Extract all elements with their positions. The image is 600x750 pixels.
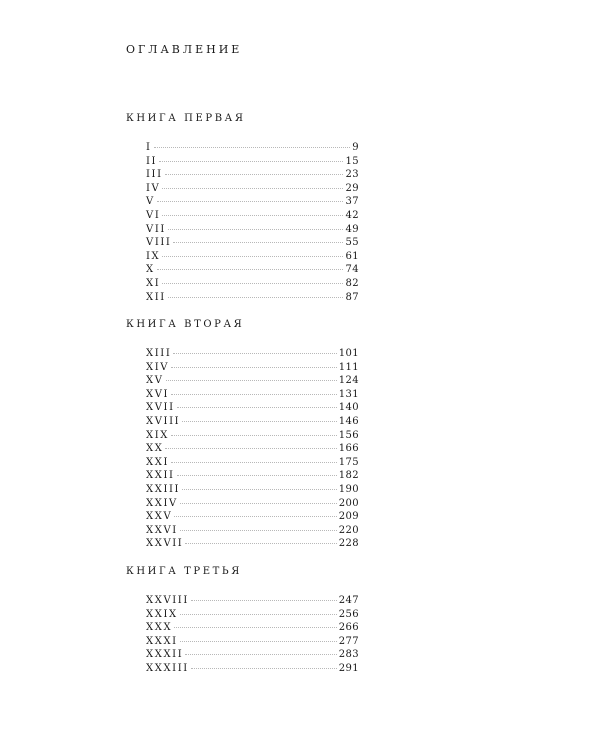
page-number: 166 [338, 443, 359, 455]
page-number: 247 [338, 595, 359, 606]
page-number: 15 [345, 155, 359, 167]
book-heading: КНИГА ПЕРВАЯ [126, 113, 246, 124]
dot-leader [173, 353, 336, 354]
book-section [126, 319, 366, 551]
toc-entry[interactable] [146, 429, 359, 443]
dot-leader [185, 654, 336, 655]
chapter-numeral: XIV [146, 361, 170, 373]
dot-leader [191, 668, 337, 669]
chapter-list [146, 141, 359, 304]
page-number: 156 [338, 429, 359, 441]
toc-entry[interactable] [146, 524, 359, 538]
chapter-numeral: XX [146, 443, 164, 455]
page-number: 209 [338, 511, 359, 523]
page-number: 228 [338, 538, 359, 550]
toc-entry[interactable] [146, 291, 359, 305]
toc-entry[interactable] [146, 209, 359, 223]
page-number: 37 [345, 196, 359, 208]
toc-entry[interactable] [146, 415, 359, 429]
page-number: 200 [338, 497, 359, 509]
chapter-numeral: XXVIII [146, 595, 189, 606]
chapter-numeral: XXXIII [146, 662, 189, 674]
chapter-numeral: XII [146, 291, 166, 303]
dot-leader [166, 380, 337, 381]
chapter-numeral: V [146, 196, 155, 208]
page-number: 277 [338, 635, 359, 647]
chapter-numeral: XIX [146, 429, 169, 441]
page-number: 49 [345, 223, 359, 235]
page-number: 291 [338, 662, 359, 674]
chapter-numeral: IV [146, 182, 161, 194]
toc-entry[interactable] [146, 168, 359, 182]
page-number: 256 [338, 608, 359, 620]
dot-leader [180, 614, 337, 615]
chapter-numeral: XXXII [146, 649, 184, 661]
page-number: 131 [338, 388, 359, 400]
dot-leader [159, 161, 343, 162]
chapter-numeral: XXV [146, 511, 173, 523]
chapter-numeral: XXVI [146, 524, 178, 536]
dot-leader [165, 174, 344, 175]
toc-entry[interactable] [146, 401, 359, 415]
dot-leader [171, 462, 337, 463]
page-number: 87 [345, 291, 359, 303]
toc-entry[interactable] [146, 621, 359, 635]
chapter-list [146, 347, 359, 551]
dot-leader [154, 147, 351, 148]
dot-leader [171, 394, 337, 395]
page-number: 42 [345, 209, 359, 221]
dot-leader [162, 283, 343, 284]
page-number: 29 [345, 182, 359, 194]
dot-leader [191, 600, 337, 601]
toc-entry[interactable] [146, 483, 359, 497]
page-number: 55 [345, 237, 359, 249]
page-number: 146 [338, 415, 359, 427]
toc-entry[interactable] [146, 648, 359, 662]
page-number: 175 [338, 456, 359, 468]
dot-leader [165, 448, 336, 449]
dot-leader [162, 188, 343, 189]
chapter-numeral: XV [146, 375, 164, 387]
book-section [126, 566, 366, 676]
page-number: 182 [338, 470, 359, 482]
page-number: 140 [338, 402, 359, 414]
toc-entry[interactable] [146, 635, 359, 649]
dot-leader [180, 503, 337, 504]
chapter-numeral: I [146, 142, 152, 153]
chapter-numeral: II [146, 155, 158, 167]
chapter-numeral: XVII [146, 402, 175, 414]
chapter-numeral: X [146, 264, 155, 276]
dot-leader [171, 435, 337, 436]
chapter-numeral: VII [146, 223, 166, 235]
dot-leader [185, 543, 336, 544]
chapter-numeral: XXIV [146, 497, 178, 509]
toc-entry[interactable] [146, 594, 359, 608]
toc-entry[interactable] [146, 250, 359, 264]
page-number: 23 [345, 169, 359, 181]
toc-entry[interactable] [146, 537, 359, 551]
chapter-numeral: XI [146, 277, 161, 289]
chapter-numeral: XXII [146, 470, 175, 482]
page-number: 283 [338, 649, 359, 661]
toc-entry[interactable] [146, 469, 359, 483]
chapter-numeral: XXIII [146, 483, 181, 495]
toc-entry[interactable] [146, 223, 359, 237]
dot-leader [177, 475, 337, 476]
dot-leader [162, 256, 343, 257]
toc-entry[interactable] [146, 497, 359, 511]
toc-entry[interactable] [146, 141, 359, 155]
book-heading: КНИГА ТРЕТЬЯ [126, 566, 242, 577]
dot-leader [180, 530, 337, 531]
dot-leader [180, 641, 337, 642]
chapter-list [146, 594, 359, 676]
page-number: 61 [345, 250, 359, 262]
chapter-numeral: XVIII [146, 415, 181, 427]
dot-leader [168, 229, 344, 230]
chapter-numeral: XXVII [146, 538, 184, 550]
chapter-numeral: XXIX [146, 608, 178, 620]
dot-leader [174, 627, 337, 628]
dot-leader [157, 269, 344, 270]
dot-leader [168, 297, 344, 298]
toc-entry[interactable] [146, 361, 359, 375]
chapter-numeral: XXX [146, 622, 173, 634]
dot-leader [174, 516, 336, 517]
toc-entry[interactable] [146, 388, 359, 402]
toc-entry[interactable] [146, 662, 359, 676]
toc-entry[interactable] [146, 182, 359, 196]
toc-entry[interactable] [146, 608, 359, 622]
toc-entry[interactable] [146, 442, 359, 456]
page-number: 101 [338, 348, 359, 359]
page-title: ОГЛАВЛЕНИЕ [126, 43, 243, 56]
page-number: 190 [338, 483, 359, 495]
toc-entry[interactable] [146, 374, 359, 388]
toc-entry[interactable] [146, 155, 359, 169]
toc-entry[interactable] [146, 456, 359, 470]
book-heading: КНИГА ВТОРАЯ [126, 319, 245, 330]
chapter-numeral: XIII [146, 348, 172, 359]
page-number: 124 [338, 375, 359, 387]
page-number: 74 [345, 264, 359, 276]
chapter-numeral: IX [146, 250, 161, 262]
page-number: 82 [345, 277, 359, 289]
book-section [126, 113, 366, 304]
page-number: 111 [338, 361, 359, 373]
page-number: 9 [352, 142, 359, 153]
dot-leader [173, 242, 343, 243]
chapter-numeral: XXI [146, 456, 169, 468]
chapter-numeral: III [146, 169, 163, 181]
toc-entry[interactable] [146, 236, 359, 250]
toc-entry[interactable] [146, 510, 359, 524]
dot-leader [171, 367, 337, 368]
toc-entry[interactable] [146, 263, 359, 277]
chapter-numeral: XXXI [146, 635, 178, 647]
dot-leader [182, 489, 337, 490]
chapter-numeral: XVI [146, 388, 170, 400]
toc-entry[interactable] [146, 277, 359, 291]
dot-leader [177, 407, 337, 408]
toc-entry[interactable] [146, 195, 359, 209]
chapter-numeral: VIII [146, 237, 172, 249]
dot-leader [182, 421, 337, 422]
toc-entry[interactable] [146, 347, 359, 361]
page-number: 266 [338, 622, 359, 634]
dot-leader [157, 201, 344, 202]
dot-leader [162, 215, 343, 216]
page-number: 220 [338, 524, 359, 536]
chapter-numeral: VI [146, 209, 161, 221]
